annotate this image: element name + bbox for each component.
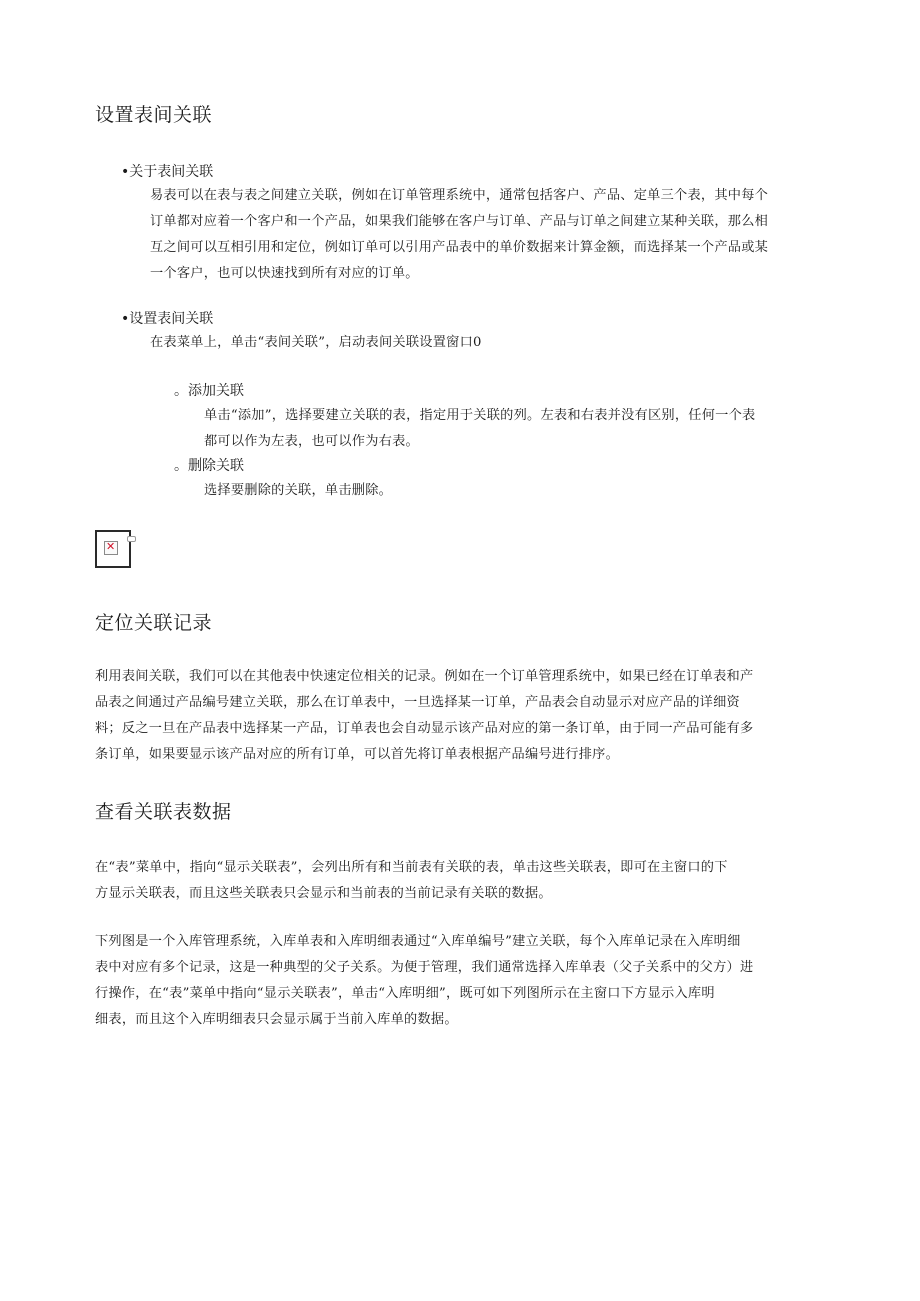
sub-heading-text: 删除关联 (188, 458, 244, 474)
sub-bullet-marker: 。 (174, 383, 188, 399)
broken-image-icon (104, 541, 118, 555)
sub-heading-add-relation (174, 381, 244, 401)
paragraph-line: 易表可以在表与表之间建立关联，例如在订单管理系统中，通常包括客户、产品、定单三个表，其中每个 (150, 188, 769, 203)
paragraph-line: 单击“添加”，选择要建立关联的表，指定用于关联的列。左表和右表并没有区别，任何一个表 (204, 408, 756, 423)
set-relations-paragraph: 在表菜单上，单击“表间关联”，启动表间关联设置窗口0 (150, 335, 482, 350)
section-title-table-relations: 设置表间关联 (95, 104, 213, 126)
add-relation-paragraph (204, 403, 824, 455)
sub-heading-text: 添加关联 (188, 383, 244, 399)
paragraph-line: 条订单，如果要显示该产品对应的所有订单，可以首先将订单表根据产品编号进行排序。 (95, 747, 620, 762)
paragraph-line: 下列图是一个入库管理系统，入库单表和入库明细表通过“入库单编号”建立关联，每个入库单记录在入库明细 (95, 934, 741, 949)
paragraph-line: 表中对应有多个记录，这是一种典型的父子关系。为便于管理，我们通常选择入库单表（父子关系中的父方）进 (95, 960, 754, 975)
bullet-marker: • (121, 311, 130, 327)
paragraph-line: 在“表”菜单中，指向“显示关联表”，会列出所有和当前表有关联的表，单击这些关联表，即可在主窗口的下 (95, 860, 728, 875)
paragraph-line: 都可以作为左表，也可以作为右表。 (204, 434, 419, 449)
view-related-data-paragraph-1 (95, 855, 815, 907)
delete-relation-paragraph: 选择要删除的关联，单击删除。 (204, 483, 393, 498)
bullet-heading-set-relations (121, 309, 213, 329)
paragraph-line: 互之间可以互相引用和定位，例如订单可以引用产品表中的单价数据来计算金额，而选择某一个产品或某 (150, 240, 769, 255)
sub-heading-delete-relation (174, 456, 244, 476)
about-relations-paragraph (150, 183, 826, 287)
paragraph-line: 订单都对应着一个客户和一个产品，如果我们能够在客户与订单、产品与订单之间建立某种关联，那么相 (150, 214, 769, 229)
paragraph-line: 一个客户，也可以快速找到所有对应的订单。 (150, 266, 419, 281)
view-related-data-paragraph-2 (95, 929, 815, 1033)
paragraph-line: 品表之间通过产品编号建立关联，那么在订单表中，一旦选择某一订单，产品表会自动显示对应产品的详细资 (95, 695, 740, 710)
locate-records-paragraph (95, 664, 815, 768)
section-title-locate-records: 定位关联记录 (95, 612, 213, 634)
sub-bullet-marker: 。 (174, 458, 188, 474)
bullet-heading-text: 关于表间关联 (129, 164, 214, 180)
paragraph-line: 利用表间关联，我们可以在其他表中快速定位相关的记录。例如在一个订单管理系统中，如果已经在订单表和产 (95, 669, 754, 684)
paragraph-line: 料；反之一旦在产品表中选择某一产品，订单表也会自动显示该产品对应的第一条订单，由于同一产品可能有多 (95, 721, 754, 736)
bullet-marker: • (121, 164, 130, 180)
paragraph-line: 方显示关联表，而且这些关联表只会显示和当前表的当前记录有关联的数据。 (95, 886, 552, 901)
section-title-view-related-data: 查看关联表数据 (95, 801, 232, 823)
bullet-heading-text: 设置表间关联 (129, 311, 214, 327)
broken-image-placeholder (95, 530, 131, 568)
image-tag-icon (127, 536, 136, 542)
paragraph-line: 行操作，在“表”菜单中指向“显示关联表”，单击“入库明细”，既可如下列图所示在主窗口下方显示入库明 (95, 986, 715, 1001)
bullet-heading-about-relations (121, 162, 213, 182)
close-icon: ✕ (106, 540, 116, 553)
paragraph-line: 细表，而且这个入库明细表只会显示属于当前入库单的数据。 (95, 1012, 458, 1027)
